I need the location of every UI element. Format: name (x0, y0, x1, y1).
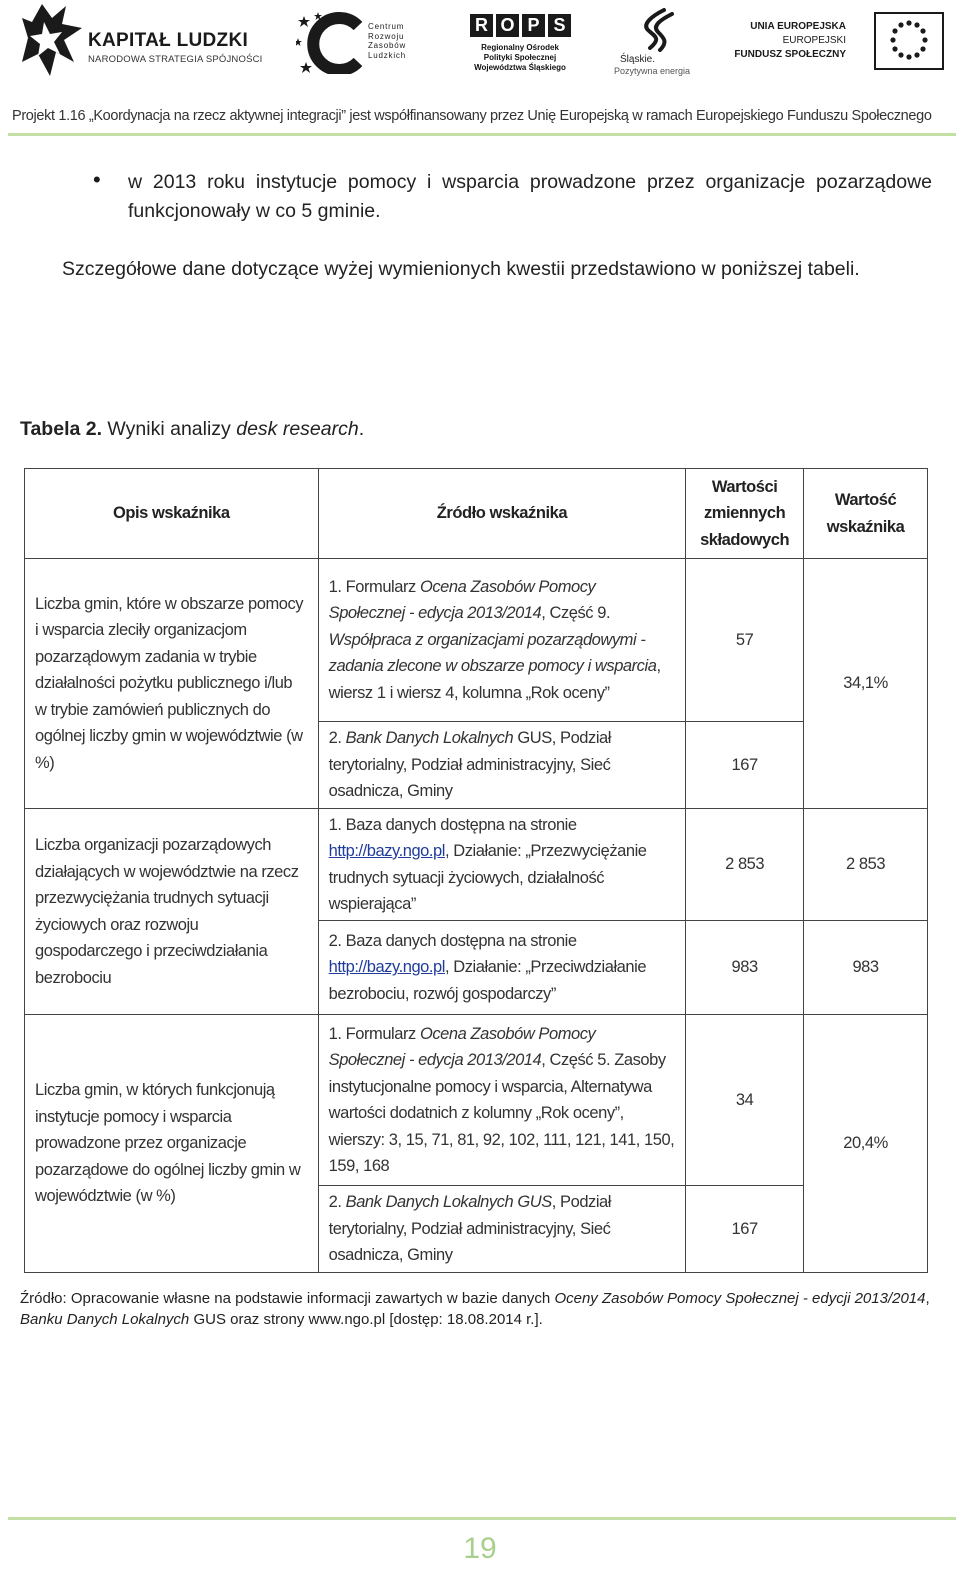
table-header-row (25, 469, 928, 559)
header-indicator: Wartość wskaźnika (804, 469, 928, 559)
eu-text: UNIA EUROPEJSKA EUROPEJSKI FUNDUSZ SPOŁECZNY (734, 21, 846, 60)
row1-source1: 1. Formularz Ocena Zasobów Pomocy Społecznej - edycja 2013/2014, Część 9. Współpraca z organizacjami pozarządowymi - zadania zlecone w obszarze pomocy i wsparcia, wiersz 1 i wiersz 4, kolumna „Rok oceny” (318, 559, 686, 722)
intro-paragraph: Szczegółowe dane dotyczące wyżej wymienionych kwestii przedstawiono w poniższej tabeli. (62, 258, 860, 280)
row1-source2: 2. Bank Danych Lokalnych GUS, Podział terytorialny, Podział administracyjny, Sieć osadnicza, Gminy (318, 722, 686, 809)
table-row (25, 559, 928, 722)
czl-logo (296, 12, 426, 74)
eu-logo (732, 12, 944, 74)
slaskie-mark-icon (634, 8, 680, 52)
results-table (24, 468, 928, 1273)
row3-value1: 34 (686, 1015, 804, 1186)
footer-rule (8, 1517, 956, 1520)
table-caption (20, 418, 364, 441)
table-row (25, 809, 928, 921)
row3-value2: 167 (686, 1186, 804, 1273)
project-line: Projekt 1.16 „Koordynacja na rzecz aktywnej integracji” jest współfinansowany przez Unię Europejską w ramach Europejskiego Funduszu Społecznego (12, 108, 932, 124)
page-number: 19 (463, 1532, 497, 1565)
rops-text: Regionalny Ośrodek Polityki Społecznej Województwa Śląskiego (474, 43, 566, 72)
bullet-paragraph: w 2013 roku instytucje pomocy i wsparcia prowadzone przez organizacje pozarządowe funkcjonowały w co 5 gminie. (128, 171, 932, 222)
header-desc: Opis wskaźnika (25, 469, 319, 559)
header-rule (8, 133, 956, 136)
row2-source2: 2. Baza danych dostępna na stronie http://bazy.ngo.pl, Działanie: „Przeciwdziałanie bezrobociu, rozwój gospodarczy” (318, 921, 686, 1015)
slaskie-name: Śląskie. (620, 54, 656, 65)
kapital-ludzki-subtitle: NARODOWA STRATEGIA SPÓJNOŚCI (88, 54, 263, 65)
header-values: Wartości zmiennych składowych (686, 469, 804, 559)
row3-indicator: 20,4% (804, 1015, 928, 1273)
kapital-ludzki-logo (22, 4, 272, 76)
table-row (25, 1015, 928, 1186)
slaskie-logo (612, 8, 702, 76)
czl-mark-icon (296, 12, 366, 74)
rops-letters: R O P S (470, 14, 571, 37)
ngo-link[interactable]: http://bazy.ngo.pl (328, 958, 445, 977)
caption-label: Tabela 2. (20, 418, 103, 440)
row1-indicator: 34,1% (804, 559, 928, 809)
row2-indicator2: 983 (804, 921, 928, 1015)
czl-text: Centrum Rozwoju Zasobów Ludzkich (368, 22, 407, 60)
row3-source1: 1. Formularz Ocena Zasobów Pomocy Społecznej - edycja 2013/2014, Część 5. Zasoby instytucjonalne pomocy i wsparcia, Alternatywa wartości dodatnich z kolumny „Rok oceny”, wierszy: 3, 15, 71, 81, 92, 102, 111, 121, 141, 150, 159, 168 (318, 1015, 686, 1186)
row1-value2: 167 (686, 722, 804, 809)
header-source: Źródło wskaźnika (318, 469, 686, 559)
row2-source1: 1. Baza danych dostępna na stronie http://bazy.ngo.pl, Działanie: „Przezwyciężanie trudnych sytuacji życiowych, działalność wspierająca” (318, 809, 686, 921)
rops-logo (460, 14, 580, 76)
row3-source2: 2. Bank Danych Lokalnych GUS, Podział terytorialny, Podział administracyjny, Sieć osadnicza, Gminy (318, 1186, 686, 1273)
slaskie-tagline: Pozytywna energia (614, 66, 691, 76)
eu-flag-icon (874, 12, 944, 70)
caption-italic: desk research (236, 418, 359, 440)
source-footnote: Źródło: Opracowanie własne na podstawie informacji zawartych w bazie danych Oceny Zasobów Pomocy Społecznej - edycji 2013/2014, Banku Danych Lokalnych GUS oraz strony www.ngo.pl [dostęp: 18.08.2014 r.]. (20, 1290, 930, 1328)
row3-desc: Liczba gmin, w których funkcjonują instytucje pomocy i wsparcia prowadzone przez organizacje pozarządowe do ogólnej liczby gmin w województwie (w %) (25, 1015, 319, 1273)
bullet-marker: • (93, 167, 101, 192)
caption-text: Wyniki analizy (102, 418, 237, 440)
caption-end: . (358, 418, 365, 440)
ngo-link[interactable]: http://bazy.ngo.pl (328, 842, 445, 860)
row1-desc: Liczba gmin, które w obszarze pomocy i wsparcia zleciły organizacjom pozarządowym zadania w trybie działalności pożytku publicznego i/lub w trybie zamówień publicznych do ogólnej liczby gmin w województwie (w %) (25, 559, 319, 809)
row2-value2: 983 (686, 921, 804, 1015)
row1-value1: 57 (686, 559, 804, 722)
row2-value1: 2 853 (686, 809, 804, 921)
kapital-ludzki-title: KAPITAŁ LUDZKI (88, 30, 249, 51)
kapital-ludzki-mark-icon (22, 4, 84, 76)
row2-desc: Liczba organizacji pozarządowych działających w województwie na rzecz przezwyciężania trudnych sytuacji życiowych oraz rozwoju gospodarczego i przeciwdziałania bezrobociu (25, 809, 319, 1015)
row2-indicator1: 2 853 (804, 809, 928, 921)
header-logos (0, 0, 960, 100)
